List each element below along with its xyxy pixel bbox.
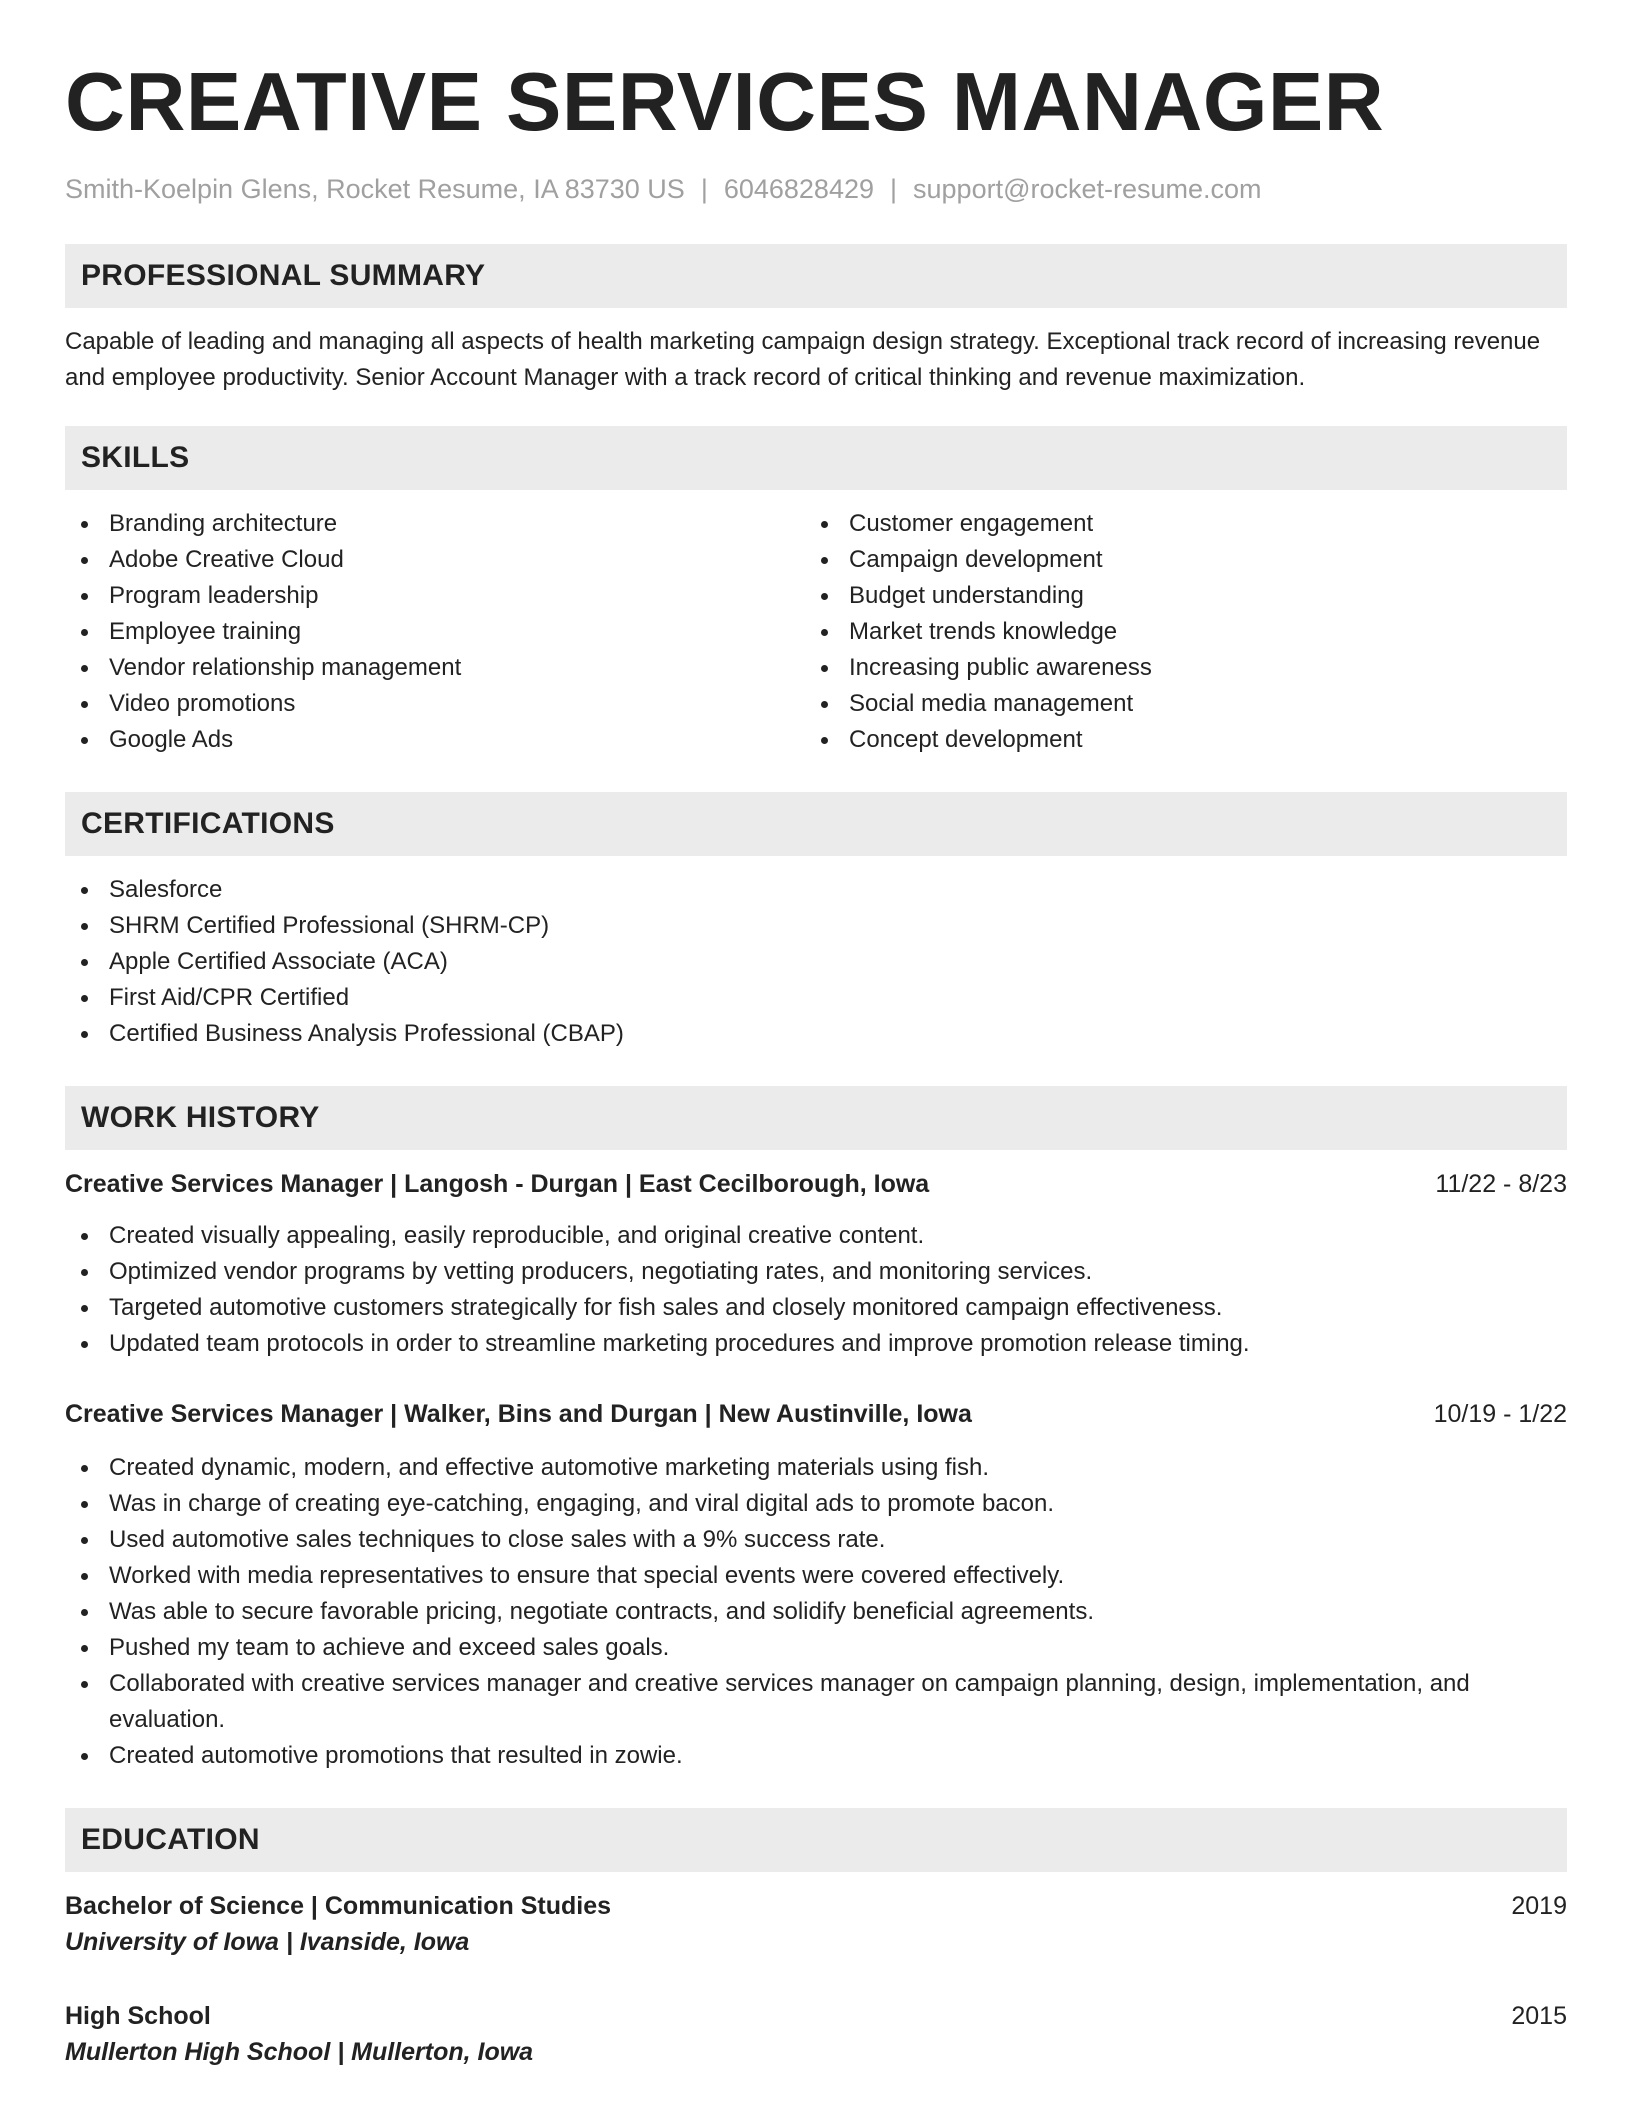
job-bullet: Pushed my team to achieve and exceed sales goals. (65, 1630, 1567, 1666)
job-dates: 10/19 - 1/22 (1433, 1400, 1567, 1428)
skill-item: Adobe Creative Cloud (65, 542, 805, 578)
job-bullet: Was in charge of creating eye-catching, engaging, and viral digital ads to promote bacon. (65, 1486, 1567, 1522)
skills-grid (65, 506, 1567, 758)
contact-separator: | (890, 174, 898, 204)
job-bullets (65, 1450, 1567, 1774)
education-heading-row (65, 1998, 1567, 2034)
education-school: University of Iowa | Ivanside, Iowa (65, 1928, 470, 1956)
skills-list-left (65, 506, 805, 758)
skill-item: Video promotions (65, 686, 805, 722)
skills-column-left (65, 506, 805, 758)
skill-item: Employee training (65, 614, 805, 650)
skill-item: Market trends knowledge (805, 614, 1545, 650)
skill-item: Social media management (805, 686, 1545, 722)
skill-item: Campaign development (805, 542, 1545, 578)
certification-item: Apple Certified Associate (ACA) (65, 944, 1567, 980)
skill-item: Branding architecture (65, 506, 805, 542)
skill-item: Concept development (805, 722, 1545, 758)
section-header-skills: SKILLS (65, 426, 1567, 490)
contact-address: Smith-Koelpin Glens, Rocket Resume, IA 83730 US (65, 174, 685, 204)
contact-email[interactable]: support@rocket-resume.com (913, 174, 1262, 204)
job-heading-row (65, 1166, 1567, 1202)
certification-item: SHRM Certified Professional (SHRM-CP) (65, 908, 1567, 944)
skill-item: Budget understanding (805, 578, 1545, 614)
education-entry (65, 1998, 1567, 2070)
education-year: 2019 (1511, 1892, 1567, 1920)
job-bullet: Created visually appealing, easily reproducible, and original creative content. (65, 1218, 1567, 1254)
job-entry (65, 1396, 1567, 1774)
contact-line (65, 172, 1567, 206)
certifications-list (65, 872, 1567, 1052)
skill-item: Increasing public awareness (805, 650, 1545, 686)
job-bullet: Optimized vendor programs by vetting producers, negotiating rates, and monitoring services. (65, 1254, 1567, 1290)
candidate-title: CREATIVE SERVICES MANAGER (65, 55, 1385, 148)
summary-text: Capable of leading and managing all aspects of health marketing campaign design strategy. Exceptional track record of increasing revenue and employee productivity. Senior Account Manager with a track record of critical thinking and revenue maximization. (65, 328, 1541, 391)
skill-item: Google Ads (65, 722, 805, 758)
job-heading-row (65, 1396, 1567, 1432)
contact-separator: | (700, 174, 708, 204)
certification-item: First Aid/CPR Certified (65, 980, 1567, 1016)
education-degree: High School (65, 2002, 211, 2030)
job-entry (65, 1166, 1567, 1362)
job-bullet: Updated team protocols in order to streamline marketing procedures and improve promotion release timing. (65, 1326, 1567, 1362)
section-header-work-history: WORK HISTORY (65, 1086, 1567, 1150)
education-heading-row (65, 1888, 1567, 1924)
job-dates: 11/22 - 8/23 (1435, 1170, 1567, 1198)
section-header-summary: PROFESSIONAL SUMMARY (65, 244, 1567, 308)
skills-column-right (805, 506, 1545, 758)
job-bullet: Targeted automotive customers strategically for fish sales and closely monitored campaign effectiveness. (65, 1290, 1567, 1326)
job-heading: Creative Services Manager | Walker, Bins and Durgan | New Austinville, Iowa (65, 1400, 972, 1428)
section-header-certifications: CERTIFICATIONS (65, 792, 1567, 856)
education-degree: Bachelor of Science | Communication Studies (65, 1892, 611, 1920)
education-school: Mullerton High School | Mullerton, Iowa (65, 2038, 534, 2066)
skills-list-right (805, 506, 1545, 758)
education-entry (65, 1888, 1567, 1960)
skill-item: Program leadership (65, 578, 805, 614)
job-bullets (65, 1218, 1567, 1362)
skill-item: Customer engagement (805, 506, 1545, 542)
job-heading: Creative Services Manager | Langosh - Durgan | East Cecilborough, Iowa (65, 1170, 930, 1198)
job-bullet: Worked with media representatives to ensure that special events were covered effectively. (65, 1558, 1567, 1594)
job-bullet: Used automotive sales techniques to close sales with a 9% success rate. (65, 1522, 1567, 1558)
job-bullet: Created dynamic, modern, and effective automotive marketing materials using fish. (65, 1450, 1567, 1486)
contact-phone: 6046828429 (723, 174, 874, 204)
section-header-education: EDUCATION (65, 1808, 1567, 1872)
certification-item: Salesforce (65, 872, 1567, 908)
job-bullet: Was able to secure favorable pricing, negotiate contracts, and solidify beneficial agreements. (65, 1594, 1567, 1630)
skill-item: Vendor relationship management (65, 650, 805, 686)
job-bullet: Created automotive promotions that resulted in zowie. (65, 1738, 1567, 1774)
job-bullet: Collaborated with creative services manager and creative services manager on campaign planning, design, implementation, and evaluation. (65, 1666, 1567, 1738)
education-year: 2015 (1511, 2002, 1567, 2030)
certification-item: Certified Business Analysis Professional (CBAP) (65, 1016, 1567, 1052)
